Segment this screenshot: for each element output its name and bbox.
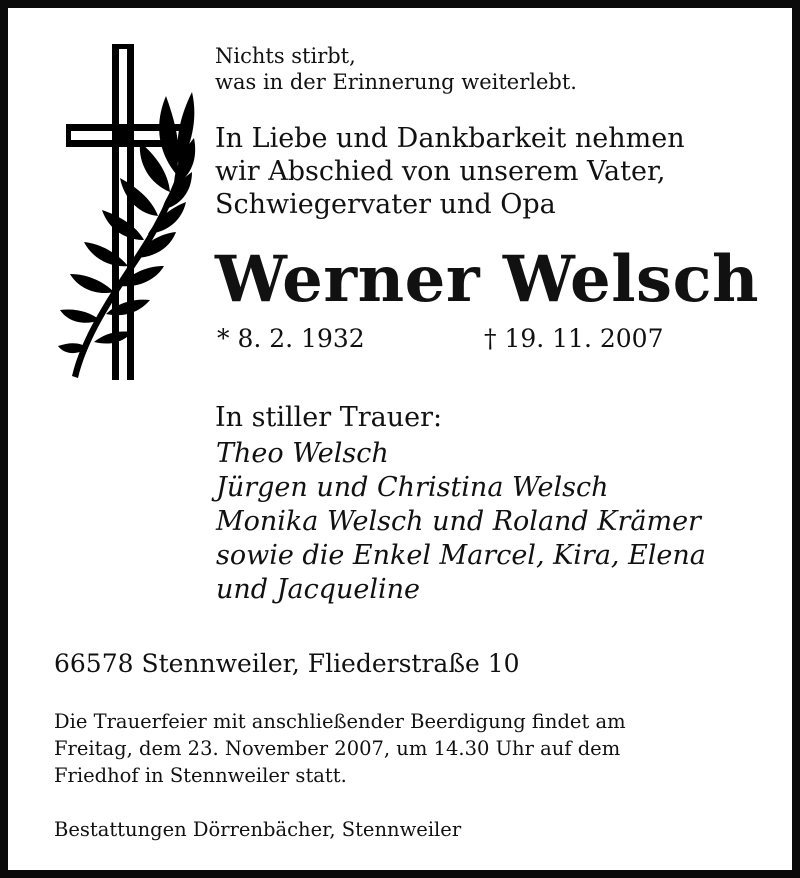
deceased-name: Werner Welsch xyxy=(215,242,760,317)
mourner-line: und Jacqueline xyxy=(216,574,420,605)
motto-line: Nichts stirbt, xyxy=(215,44,356,68)
intro-line: In Liebe und Dankbarkeit nehmen xyxy=(215,123,685,154)
intro-line: Schwiegervater und Opa xyxy=(215,189,556,220)
mourner-line: Monika Welsch und Roland Krämer xyxy=(216,506,701,537)
ceremony-line: Friedhof in Stennweiler statt. xyxy=(54,764,347,787)
mourner-line: Theo Welsch xyxy=(216,438,389,469)
ceremony-line: Die Trauerfeier mit anschließender Beerdigung findet am xyxy=(54,710,626,733)
mourning-heading: In stiller Trauer: xyxy=(215,402,443,433)
mourner-line: Jürgen und Christina Welsch xyxy=(216,472,609,503)
motto-line: was in der Erinnerung weiterlebt. xyxy=(215,70,577,94)
birth-date: * 8. 2. 1932 xyxy=(217,324,365,353)
cross-with-palm-branch-icon xyxy=(58,44,198,380)
ceremony-line: Freitag, dem 23. November 2007, um 14.30 Uhr auf dem xyxy=(54,737,621,760)
family-address: 66578 Stennweiler, Fliederstraße 10 xyxy=(54,649,520,678)
death-date: † 19. 11. 2007 xyxy=(484,324,664,353)
undertaker-credit: Bestattungen Dörrenbächer, Stennweiler xyxy=(54,818,462,841)
intro-line: wir Abschied von unserem Vater, xyxy=(215,156,666,187)
mourner-line: sowie die Enkel Marcel, Kira, Elena xyxy=(216,540,706,571)
